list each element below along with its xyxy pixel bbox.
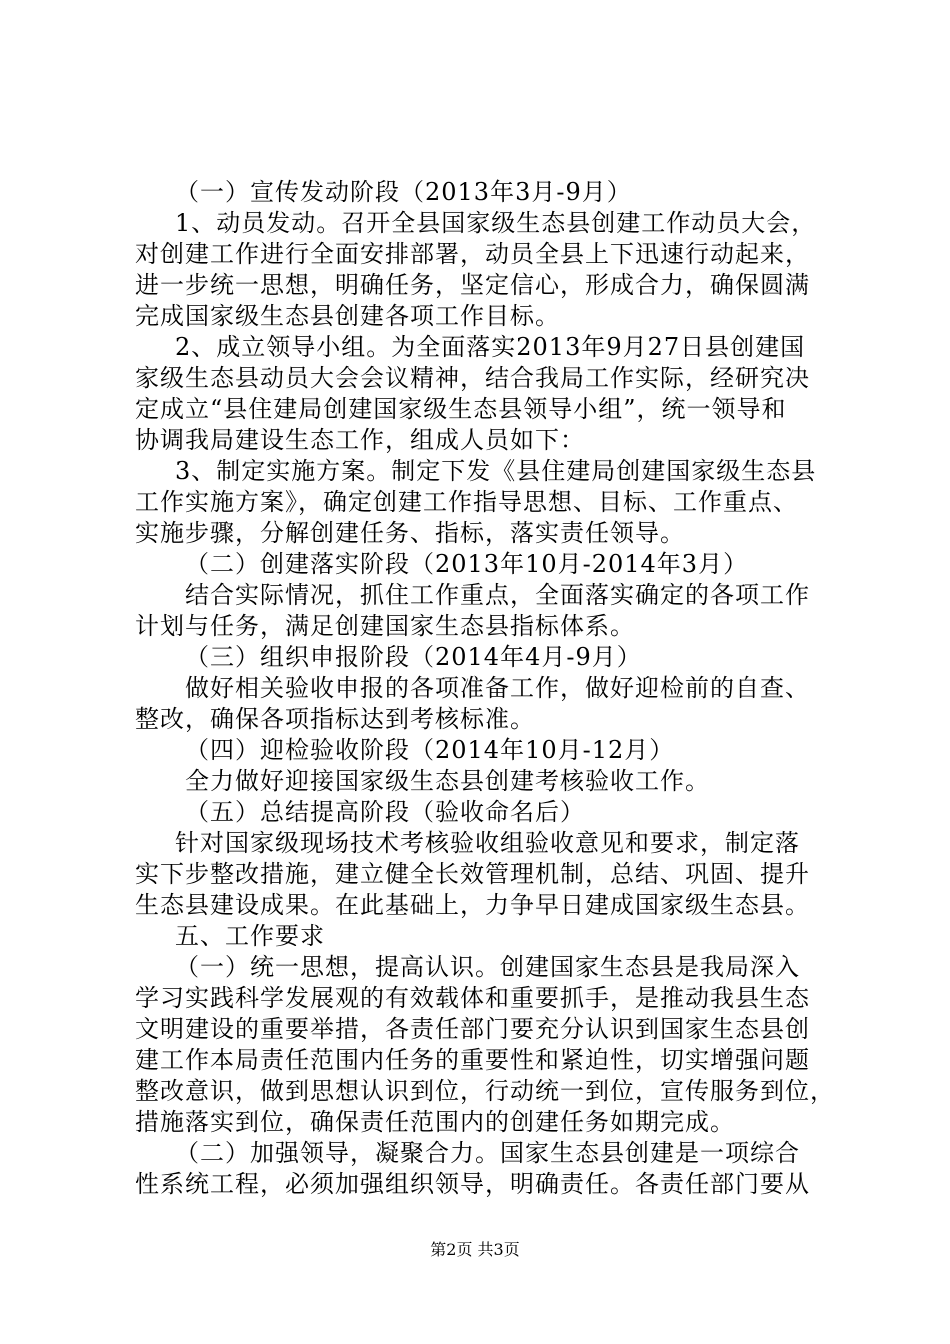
text-line: 实施步骤，分解创建任务、指标，落实责任领导。: [135, 519, 685, 547]
text-line: 定成立“县住建局创建国家级生态县领导小组”，统一领导和: [135, 395, 787, 423]
text-line: 对创建工作进行全面安排部署，动员全县上下迅速行动起来，: [135, 240, 810, 268]
text-line: 全力做好迎接国家级生态县创建考核验收工作。: [185, 767, 710, 795]
text-line: （三）组织申报阶段（2014年4月-9月）: [185, 643, 642, 671]
text-line: 实下步整改措施，建立健全长效管理机制，总结、巩固、提升: [135, 860, 810, 888]
text-line: （一）宣传发动阶段（2013年3月-9月）: [175, 178, 632, 206]
text-line: 家级生态县动员大会会议精神，结合我局工作实际，经研究决: [135, 364, 810, 392]
text-line: 结合实际情况，抓住工作重点，全面落实确定的各项工作: [185, 581, 810, 609]
text-line: （二）加强领导，凝聚合力。国家生态县创建是一项综合: [175, 1139, 800, 1167]
text-line: （一）统一思想，提高认识。创建国家生态县是我局深入: [175, 953, 800, 981]
text-line: （二）创建落实阶段（2013年10月-2014年3月）: [185, 550, 749, 578]
text-line: 进一步统一思想，明确任务，坚定信心，形成合力，确保圆满: [135, 271, 810, 299]
text-line: 性系统工程，必须加强组织领导，明确责任。各责任部门要从: [135, 1170, 810, 1198]
text-line: 学习实践科学发展观的有效载体和重要抓手，是推动我县生态: [135, 984, 810, 1012]
text-line: 文明建设的重要举措，各责任部门要充分认识到国家生态县创: [135, 1015, 810, 1043]
text-line: 生态县建设成果。在此基础上，力争早日建成国家级生态县。: [135, 891, 810, 919]
text-line: 3、制定实施方案。制定下发《县住建局创建国家级生态县: [175, 457, 817, 485]
text-line: 做好相关验收申报的各项准备工作，做好迎检前的自查、: [185, 674, 810, 702]
text-line: 完成国家级生态县创建各项工作目标。: [135, 302, 560, 330]
text-line: 整改意识，做到思想认识到位，行动统一到位，宣传服务到位，: [135, 1077, 835, 1105]
text-line: 整改，确保各项指标达到考核标准。: [135, 705, 535, 733]
text-line: 工作实施方案》，确定创建工作指导思想、目标、工作重点、: [135, 488, 798, 516]
text-line: 建工作本局责任范围内任务的重要性和紧迫性，切实增强问题: [135, 1046, 810, 1074]
text-line: 2、成立领导小组。为全面落实2013年9月27日县创建国: [175, 333, 806, 361]
section-heading: 五、工作要求: [175, 922, 325, 950]
text-line: 措施落实到位，确保责任范围内的创建任务如期完成。: [135, 1108, 735, 1136]
text-line: 针对国家级现场技术考核验收组验收意见和要求，制定落: [175, 829, 800, 857]
page-number-footer: 第2页 共3页: [430, 1240, 520, 1259]
text-line: 1、动员发动。召开全县国家级生态县创建工作动员大会，: [175, 209, 817, 237]
text-line: （五）总结提高阶段（验收命名后）: [185, 798, 585, 826]
text-line: 计划与任务，满足创建国家生态县指标体系。: [135, 612, 635, 640]
text-line: 协调我局建设生态工作，组成人员如下：: [135, 426, 585, 454]
text-line: （四）迎检验收阶段（2014年10月-12月）: [185, 736, 675, 764]
